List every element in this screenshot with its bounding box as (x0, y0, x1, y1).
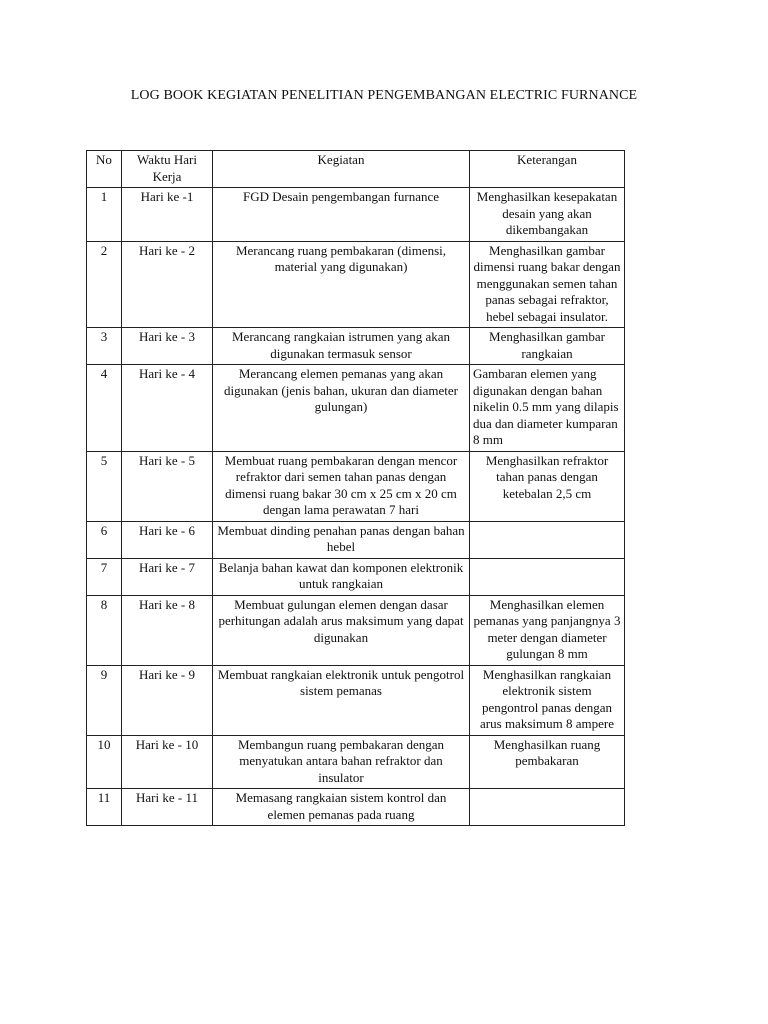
cell-waktu: Hari ke - 11 (122, 789, 213, 826)
cell-kegiatan: Membangun ruang pembakaran dengan menyatukan antara bahan refraktor dan insulator (213, 735, 470, 789)
cell-no: 3 (87, 328, 122, 365)
table-row (87, 241, 625, 328)
table-row (87, 451, 625, 521)
table-row (87, 188, 625, 242)
cell-kegiatan: Merancang rangkaian istrumen yang akan digunakan termasuk sensor (213, 328, 470, 365)
cell-no: 9 (87, 665, 122, 735)
cell-keterangan (470, 789, 625, 826)
cell-kegiatan: Memasang rangkaian sistem kontrol dan elemen pemanas pada ruang (213, 789, 470, 826)
log-table (86, 150, 625, 826)
cell-keterangan: Gambaran elemen yang digunakan dengan bahan nikelin 0.5 mm yang dilapis dua dan diameter kumparan 8 mm (470, 365, 625, 452)
cell-no: 10 (87, 735, 122, 789)
cell-keterangan: Menghasilkan gambar dimensi ruang bakar dengan menggunakan semen tahan panas sebagai refraktor, hebel sebagai insulator. (470, 241, 625, 328)
cell-keterangan: Menghasilkan ruang pembakaran (470, 735, 625, 789)
cell-kegiatan: Membuat dinding penahan panas dengan bahan hebel (213, 521, 470, 558)
header-waktu: Waktu Hari Kerja (122, 151, 213, 188)
cell-no: 4 (87, 365, 122, 452)
cell-keterangan (470, 521, 625, 558)
table-row (87, 365, 625, 452)
table-row (87, 558, 625, 595)
cell-waktu: Hari ke - 10 (122, 735, 213, 789)
cell-waktu: Hari ke - 9 (122, 665, 213, 735)
cell-kegiatan: Membuat rangkaian elektronik untuk pengotrol sistem pemanas (213, 665, 470, 735)
cell-keterangan: Menghasilkan gambar rangkaian (470, 328, 625, 365)
header-no: No (87, 151, 122, 188)
table-row (87, 735, 625, 789)
cell-kegiatan: Membuat ruang pembakaran dengan mencor refraktor dari semen tahan panas dengan dimensi ruang bakar 30 cm x 25 cm x 20 cm dengan lama perawatan 7 hari (213, 451, 470, 521)
cell-waktu: Hari ke -1 (122, 188, 213, 242)
cell-waktu: Hari ke - 7 (122, 558, 213, 595)
cell-no: 8 (87, 595, 122, 665)
cell-waktu: Hari ke - 6 (122, 521, 213, 558)
cell-keterangan: Menghasilkan elemen pemanas yang panjangnya 3 meter dengan diameter gulungan 8 mm (470, 595, 625, 665)
cell-waktu: Hari ke - 4 (122, 365, 213, 452)
table-row (87, 521, 625, 558)
cell-waktu: Hari ke - 3 (122, 328, 213, 365)
cell-waktu: Hari ke - 8 (122, 595, 213, 665)
cell-no: 11 (87, 789, 122, 826)
table-header-row (87, 151, 625, 188)
table-row (87, 595, 625, 665)
cell-no: 2 (87, 241, 122, 328)
header-keterangan: Keterangan (470, 151, 625, 188)
cell-kegiatan: FGD Desain pengembangan furnance (213, 188, 470, 242)
cell-keterangan (470, 558, 625, 595)
cell-no: 1 (87, 188, 122, 242)
document-title: LOG BOOK KEGIATAN PENELITIAN PENGEMBANGAN ELECTRIC FURNANCE (130, 88, 638, 103)
cell-waktu: Hari ke - 2 (122, 241, 213, 328)
cell-keterangan: Menghasilkan refraktor tahan panas dengan ketebalan 2,5 cm (470, 451, 625, 521)
cell-kegiatan: Belanja bahan kawat dan komponen elektronik untuk rangkaian (213, 558, 470, 595)
table-row (87, 665, 625, 735)
cell-keterangan: Menghasilkan kesepakatan desain yang akan dikembangakan (470, 188, 625, 242)
table-row (87, 789, 625, 826)
cell-keterangan: Menghasilkan rangkaian elektronik sistem pengontrol panas dengan arus maksimum 8 ampere (470, 665, 625, 735)
cell-kegiatan: Membuat gulungan elemen dengan dasar perhitungan adalah arus maksimum yang dapat digunakan (213, 595, 470, 665)
cell-no: 6 (87, 521, 122, 558)
cell-kegiatan: Merancang elemen pemanas yang akan digunakan (jenis bahan, ukuran dan diameter gulungan) (213, 365, 470, 452)
cell-no: 5 (87, 451, 122, 521)
cell-waktu: Hari ke - 5 (122, 451, 213, 521)
cell-no: 7 (87, 558, 122, 595)
header-kegiatan: Kegiatan (213, 151, 470, 188)
table-row (87, 328, 625, 365)
cell-kegiatan: Merancang ruang pembakaran (dimensi, material yang digunakan) (213, 241, 470, 328)
